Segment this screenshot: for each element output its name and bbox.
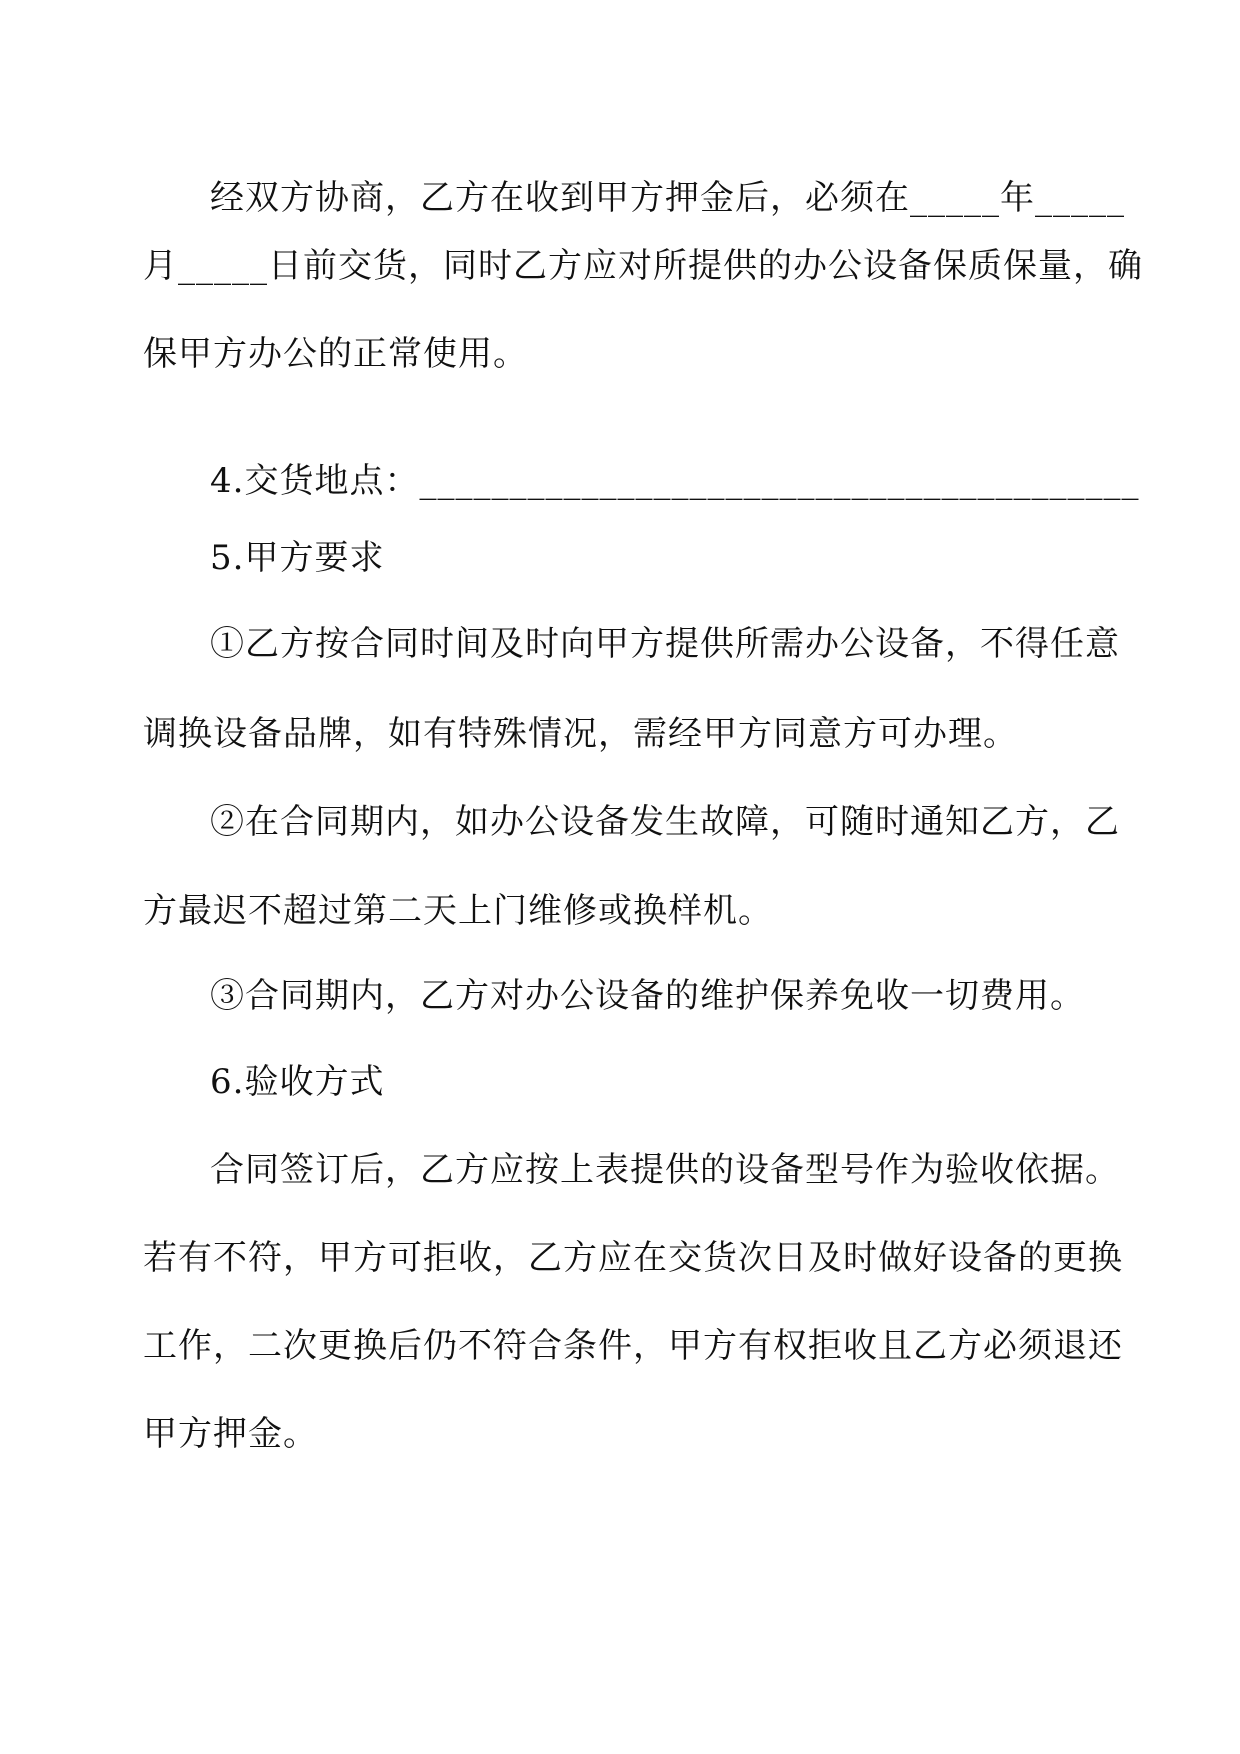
- section-5-heading: 5.甲方要求: [210, 538, 385, 578]
- requirement-3: ③合同期内，乙方对办公设备的维护保养免收一切费用。: [210, 976, 1085, 1016]
- paragraph-delivery-line-2: 月_____日前交货，同时乙方应对所提供的办公设备保质保量，确: [143, 246, 1143, 286]
- requirement-1-line-1: ①乙方按合同时间及时向甲方提供所需办公设备，不得任意: [210, 624, 1120, 664]
- acceptance-line-3: 工作，二次更换后仍不符合条件，甲方有权拒收且乙方必须退还: [143, 1326, 1123, 1366]
- acceptance-line-4: 甲方押金。: [143, 1414, 318, 1454]
- section-6-heading: 6.验收方式: [210, 1062, 385, 1102]
- acceptance-line-1: 合同签订后，乙方应按上表提供的设备型号作为验收依据。: [210, 1150, 1120, 1190]
- paragraph-delivery-line-1: 经双方协商，乙方在收到甲方押金后，必须在_____年_____: [210, 178, 1125, 218]
- requirement-2-line-1: ②在合同期内，如办公设备发生故障，可随时通知乙方，乙: [210, 802, 1120, 842]
- requirement-1-line-2: 调换设备品牌，如有特殊情况，需经甲方同意方可办理。: [143, 714, 1018, 754]
- paragraph-delivery-line-3: 保甲方办公的正常使用。: [143, 334, 528, 374]
- requirement-2-line-2: 方最迟不超过第二天上门维修或换样机。: [143, 891, 773, 931]
- section-4-delivery-location: 4.交货地点：________________________________________: [210, 461, 1140, 501]
- acceptance-line-2: 若有不符，甲方可拒收，乙方应在交货次日及时做好设备的更换: [143, 1238, 1123, 1278]
